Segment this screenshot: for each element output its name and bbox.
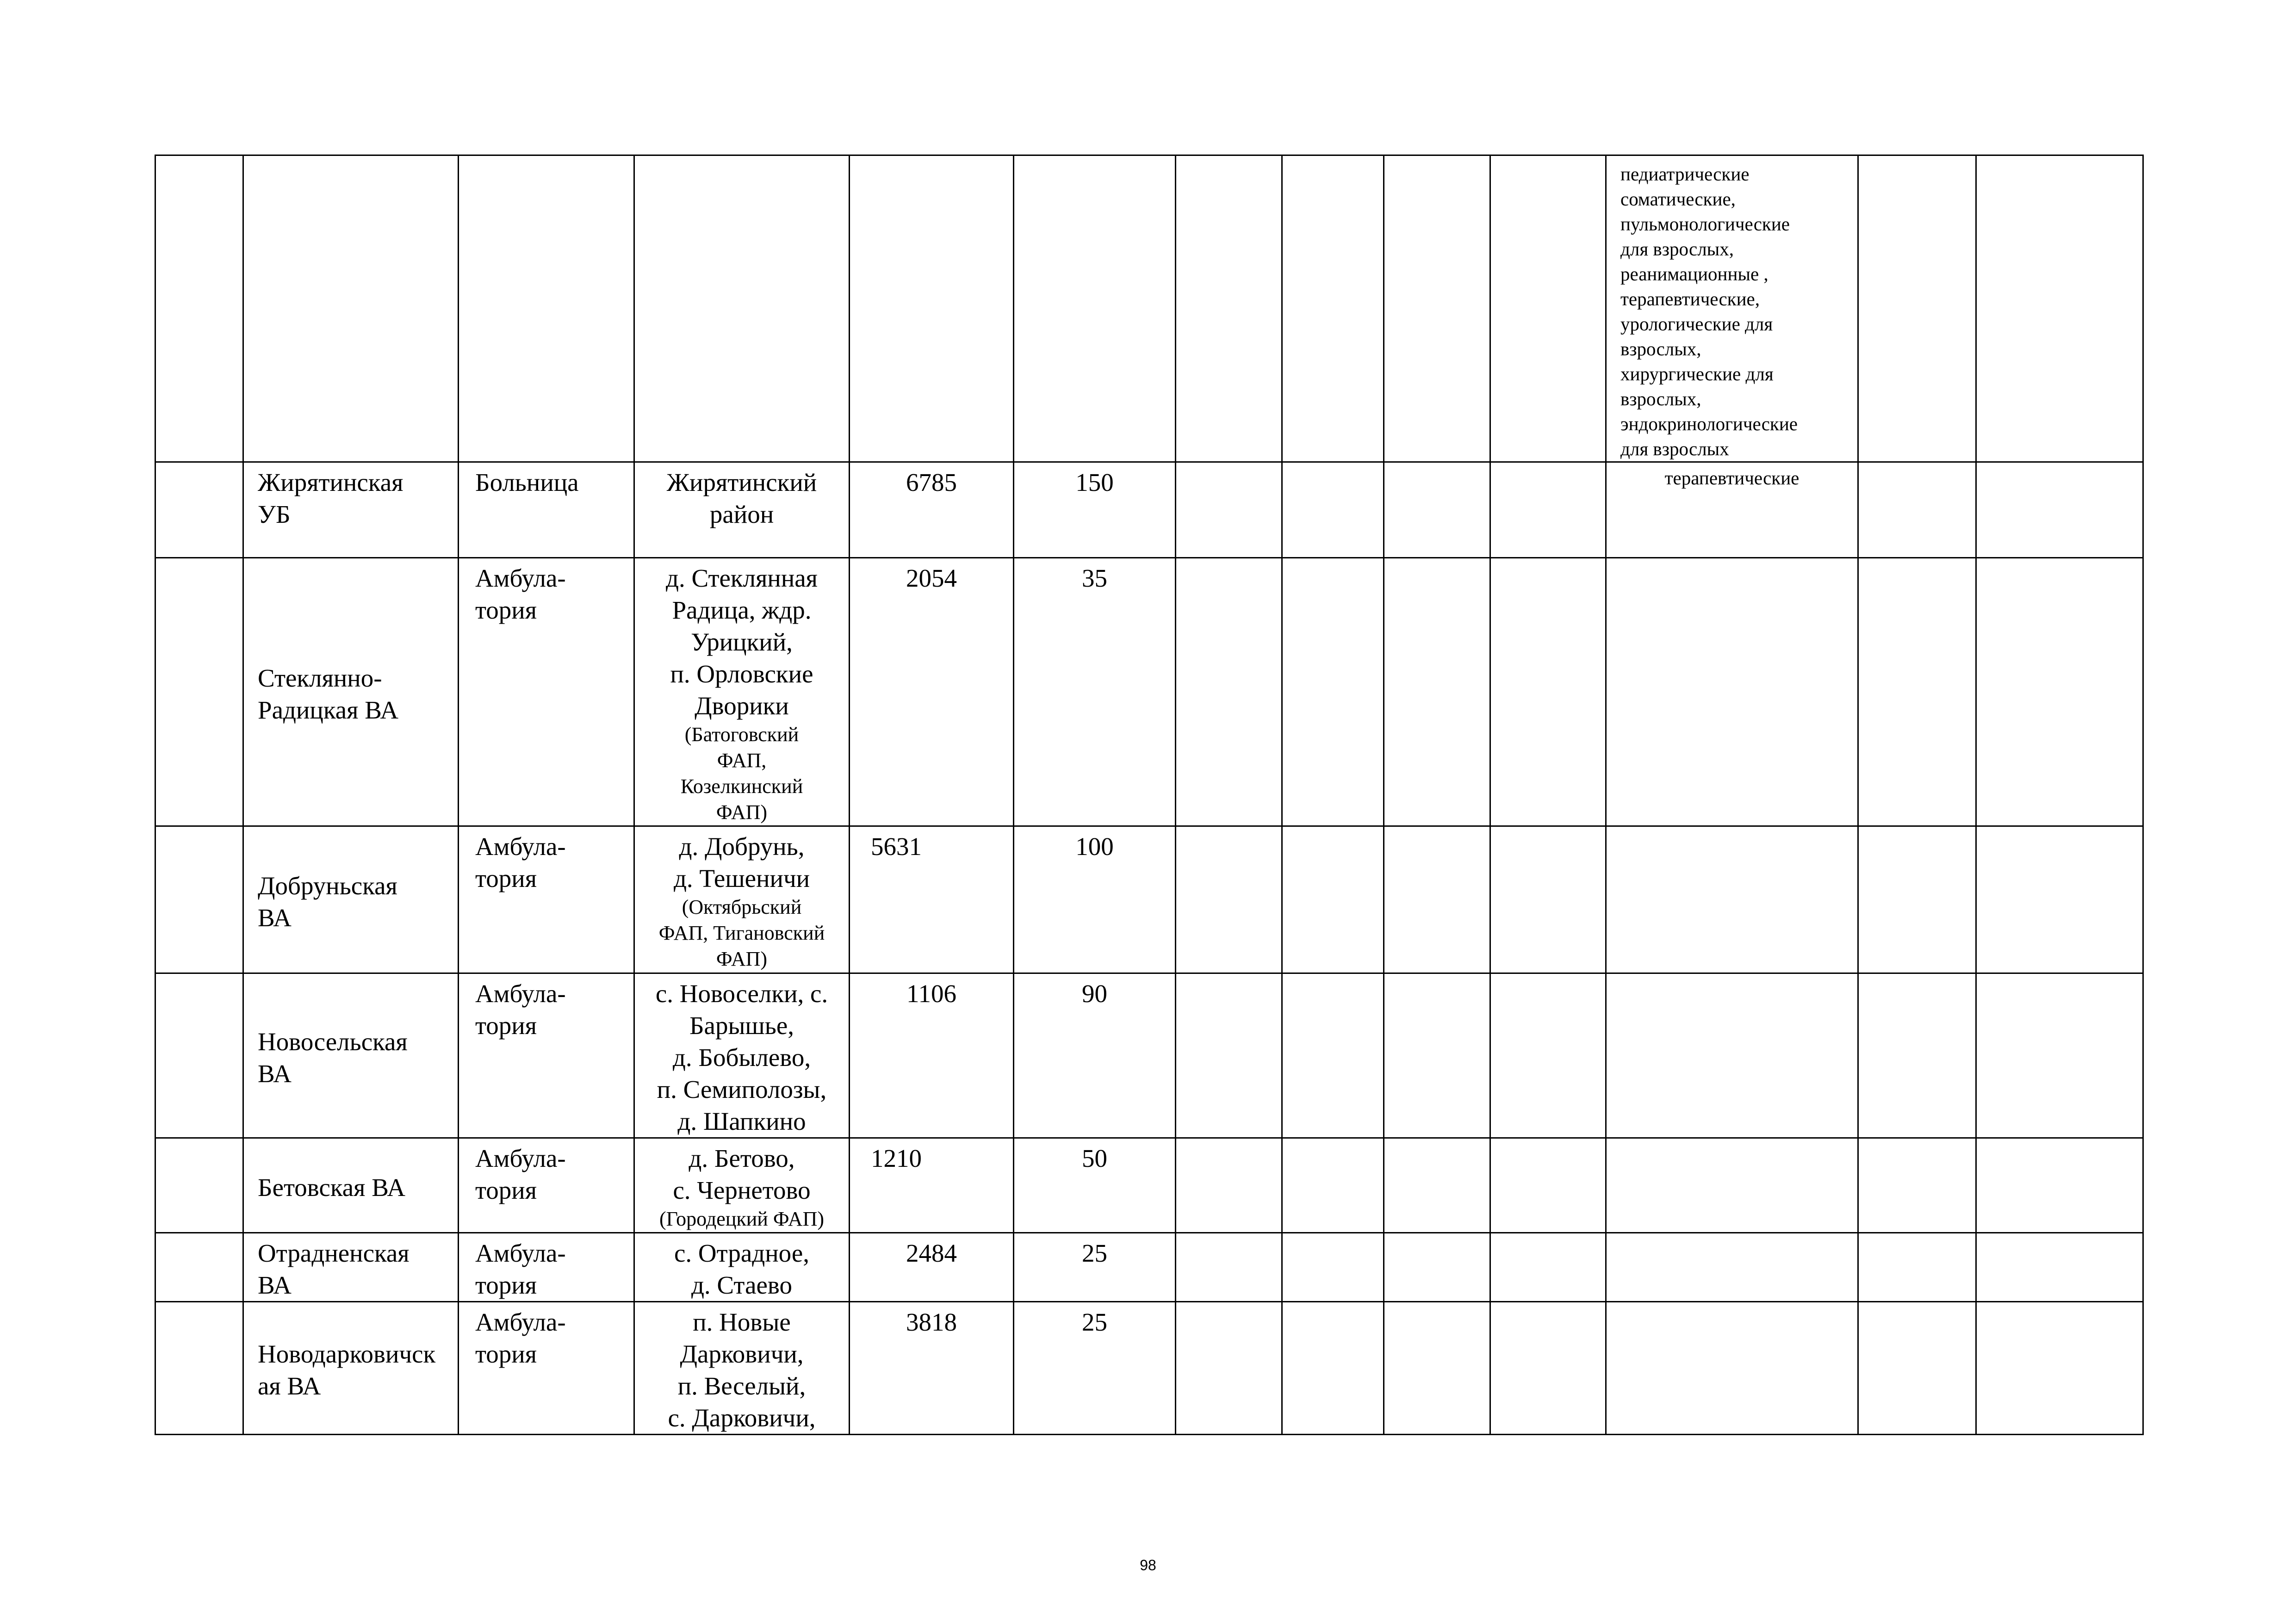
table-cell: [155, 462, 243, 558]
table-cell: [1384, 826, 1490, 973]
table-cell: [1490, 826, 1606, 973]
profile-line: хирургические для: [1620, 363, 1774, 384]
profile-line: взрослых,: [1620, 388, 1701, 409]
table-cell: [1490, 973, 1606, 1138]
table-row: [155, 558, 2143, 826]
address-note: Козелкинский: [680, 775, 803, 798]
facility-address: с. Новоселки, с. Барышье, д. Бобылево, п. Семиполозы, д. Шапкино: [634, 973, 850, 1138]
address-note: (Батоговский: [684, 723, 799, 746]
table-cell: [1976, 1233, 2143, 1302]
address-note: (Городецкий ФАП): [659, 1208, 825, 1230]
table-cell: [155, 1302, 243, 1435]
facility-address: д. Бетово, с. Чернетово (Городецкий ФАП): [634, 1138, 850, 1233]
table-cell: [1014, 155, 1176, 462]
table-cell: [1176, 1138, 1282, 1233]
table-cell: [155, 155, 243, 462]
table-cell: [1858, 558, 1976, 826]
facility-type: Амбула- тория: [459, 973, 634, 1138]
address-note: ФАП,: [717, 749, 767, 772]
facility-type: Амбула- тория: [459, 1233, 634, 1302]
facility-name: Новодарковичск ая ВА: [243, 1302, 459, 1435]
table-cell: [459, 155, 634, 462]
table-cell: [243, 155, 459, 462]
table-cell: [1282, 155, 1384, 462]
table-cell: [155, 826, 243, 973]
capacity-cell: 150: [1014, 462, 1176, 558]
table-cell: [1858, 1233, 1976, 1302]
facility-type: Больница: [459, 462, 634, 558]
profile-cell: терапевтические: [1606, 462, 1858, 558]
table-cell: [1490, 155, 1606, 462]
table-cell: [1282, 973, 1384, 1138]
profile-line: урологические для: [1620, 313, 1773, 335]
address-note: ФАП): [716, 801, 768, 824]
table-row: [155, 1233, 2143, 1302]
table-cell: [1384, 558, 1490, 826]
table-cell: [1176, 1302, 1282, 1435]
population-cell: 2054: [850, 558, 1014, 826]
table-cell: [1976, 1302, 2143, 1435]
population-cell: 5631: [850, 826, 1014, 973]
profile-cell: [1606, 155, 1858, 462]
facility-address: Жирятинский район: [634, 462, 850, 558]
facility-name: Добруньская ВА: [243, 826, 459, 973]
profile-line: педиатрические: [1620, 163, 1750, 185]
profile-line: для взрослых,: [1620, 238, 1734, 260]
table-cell: [1490, 558, 1606, 826]
table-cell: [1384, 973, 1490, 1138]
facility-name: Стеклянно- Радицкая ВА: [243, 558, 459, 826]
page-number: 98: [1140, 1557, 1156, 1573]
address-note: (Октябрьский: [682, 896, 802, 918]
table-cell: [1384, 155, 1490, 462]
address-note: ФАП, Тигановский: [658, 922, 825, 944]
table-cell: [1606, 1233, 1858, 1302]
facility-type: Амбула- тория: [459, 1302, 634, 1435]
population-cell: 6785: [850, 462, 1014, 558]
table-cell: [1976, 826, 2143, 973]
table-cell: [1176, 155, 1282, 462]
facility-type: Амбула- тория: [459, 1138, 634, 1233]
table-row: [155, 826, 2143, 973]
table-cell: [1606, 1138, 1858, 1233]
facility-address: д. Стеклянная Радица, ждр. Урицкий, п. Орловские Дворики (Батоговский ФАП, Козелкинский ФАП): [634, 558, 850, 826]
table-row: [155, 462, 2143, 558]
table-cell: [1858, 1302, 1976, 1435]
population-cell: 2484: [850, 1233, 1014, 1302]
capacity-cell: 35: [1014, 558, 1176, 826]
table-cell: [1976, 1138, 2143, 1233]
capacity-cell: 25: [1014, 1233, 1176, 1302]
table-cell: [634, 155, 850, 462]
table-cell: [1384, 1233, 1490, 1302]
table-cell: [1490, 1233, 1606, 1302]
table-cell: [1282, 1138, 1384, 1233]
capacity-cell: 90: [1014, 973, 1176, 1138]
facility-type: Амбула- тория: [459, 826, 634, 973]
table-cell: [1384, 1138, 1490, 1233]
table-cell: [1282, 558, 1384, 826]
table-cell: [1176, 462, 1282, 558]
table-cell: [155, 1233, 243, 1302]
table-cell: [1858, 462, 1976, 558]
table-cell: [1976, 558, 2143, 826]
capacity-cell: 100: [1014, 826, 1176, 973]
table-cell: [155, 973, 243, 1138]
profile-line: терапевтические,: [1620, 288, 1760, 310]
population-cell: 1210: [850, 1138, 1014, 1233]
table-cell: [1606, 973, 1858, 1138]
table-row: [155, 1138, 2143, 1233]
table-cell: [1282, 462, 1384, 558]
facility-address: с. Отрадное, д. Стаево: [634, 1233, 850, 1302]
facility-type: Амбула- тория: [459, 558, 634, 826]
facility-name: Новосельская ВА: [243, 973, 459, 1138]
table-cell: [1384, 462, 1490, 558]
profile-line: соматические,: [1620, 188, 1736, 210]
table-cell: [1606, 826, 1858, 973]
profile-line: эндокринологические: [1620, 413, 1798, 434]
profile-line: для взрослых: [1620, 438, 1729, 459]
facility-name: Отрадненская ВА: [243, 1233, 459, 1302]
table-cell: [155, 558, 243, 826]
table-cell: [1858, 155, 1976, 462]
table-cell: [1490, 462, 1606, 558]
facility-address: п. Новые Дарковичи, п. Веселый, с. Дарковичи,: [634, 1302, 850, 1435]
table-cell: [1976, 462, 2143, 558]
table-cell: [1384, 1302, 1490, 1435]
table-cell: [1176, 973, 1282, 1138]
table-cell: [1858, 826, 1976, 973]
table-row: [155, 1302, 2143, 1435]
table-cell: [1858, 1138, 1976, 1233]
facility-name: Бетовская ВА: [243, 1138, 459, 1233]
capacity-cell: 25: [1014, 1302, 1176, 1435]
table-cell: [1282, 826, 1384, 973]
table-row: [155, 973, 2143, 1138]
table-cell: [1490, 1302, 1606, 1435]
table-cell: [155, 1138, 243, 1233]
population-cell: 3818: [850, 1302, 1014, 1435]
table-cell: [1176, 558, 1282, 826]
table-cell: [1858, 973, 1976, 1138]
table-row: [155, 155, 2143, 462]
table-cell: [1282, 1302, 1384, 1435]
capacity-cell: 50: [1014, 1138, 1176, 1233]
table-cell: [1976, 155, 2143, 462]
table-cell: [1176, 1233, 1282, 1302]
facilities-table: [155, 155, 2144, 1435]
table-cell: [1282, 1233, 1384, 1302]
facility-address: д. Добрунь, д. Тешеничи (Октябрьский ФАП, Тигановский ФАП): [634, 826, 850, 973]
table-cell: [1606, 558, 1858, 826]
population-cell: 1106: [850, 973, 1014, 1138]
profile-line: реанимационные ,: [1620, 263, 1769, 285]
table-cell: [1976, 973, 2143, 1138]
profile-line: взрослых,: [1620, 338, 1701, 359]
table-cell: [1176, 826, 1282, 973]
profile-line: пульмонологические: [1620, 213, 1790, 235]
table-cell: [1606, 1302, 1858, 1435]
table-cell: [850, 155, 1014, 462]
table-cell: [1490, 1138, 1606, 1233]
address-note: ФАП): [716, 948, 768, 970]
facility-name: Жирятинская УБ: [243, 462, 459, 558]
